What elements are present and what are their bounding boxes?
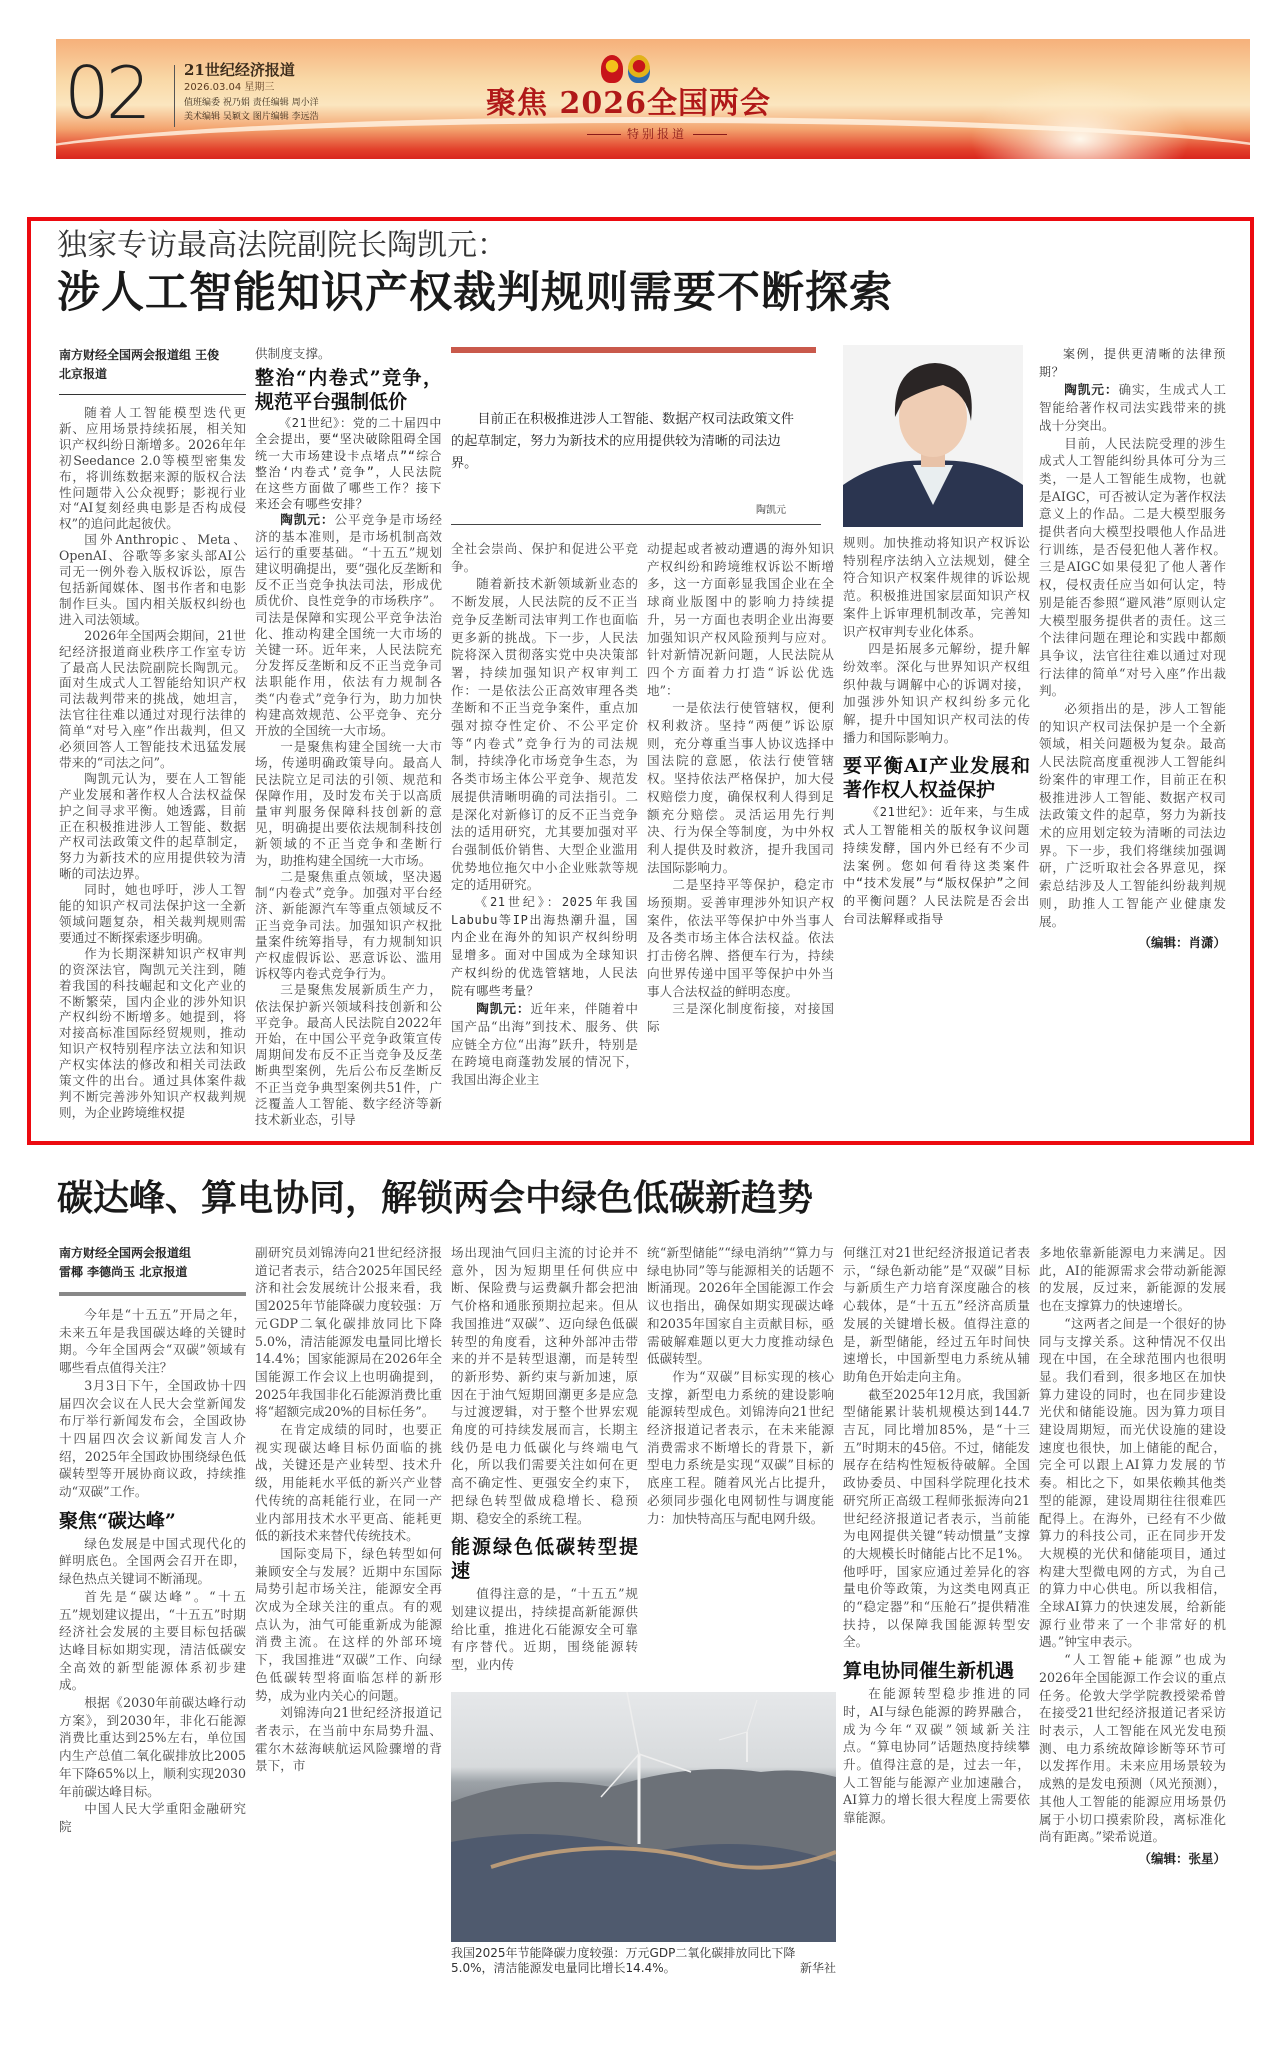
staff-credits-2: 美术编辑 吴颖文 图片编辑 李远浩 <box>184 112 319 122</box>
body-paragraph: 陶凯元认为，要在人工智能产业发展和著作权人合法权益保护之间寻求平衡。她透露，目前正在积极推进涉人工智能、数据产权司法政策文件的起草制定，努力为新技术的应用提供较为清晰的司法边界。 <box>59 770 246 882</box>
cppcc-emblem-icon <box>628 55 650 83</box>
body-paragraph: “这两者之间是一个很好的协同与支撑关系。这种情况不仅出现在中国，在全球范围内也很明显。我们看到，很多地区在加快算力建设的同时，也在同步建设光伏和储能设施。因为算力项目建设周期短，而光伏设施的建设速度也很快，加上储能的配合，完全可以跟上AI算力发展的节奏。相比之下，如果依赖其他类型的能源，建设周期往往很难匹配得上。在海外，已经有不少做算力的科技公司，正在同步开发大规模的光伏和储能项目，通过构建大型微电网的方式，为自己的算力中心供电。所以我相信，全球AI算力的快速发展，给新能源行业带来了一个非常好的机遇。”钟宝申表示。 <box>1039 1315 1226 1650</box>
body-paragraph: 刘锦涛向21世纪经济报道记者表示，在当前中东局势升温、霍尔木兹海峡航运风险骤增的背景下，市 <box>255 1705 442 1774</box>
body-paragraph: 绿色发展是中国式现代化的鲜明底色。全国两会召开在即，绿色热点关键词不断涌现。 <box>59 1535 246 1587</box>
photo-caption-text: 我国2025年节能降碳力度较强：万元GDP二氧化碳排放同比下降5.0%，清洁能源发电量同比增长14.4%。 <box>451 1946 796 1975</box>
byline-line: 南方财经全国两会报道组 <box>59 1246 192 1260</box>
issue-date: 2026.03.04 星期三 <box>184 82 275 93</box>
body-paragraph: 值得注意的是，“十五五”规划建议提出，持续提高新能源供给比重，推进化石能源安全可靠有序替代。近期，围绕能源转型，业内传 <box>451 1586 638 1673</box>
interview-answer <box>255 512 442 739</box>
interview-question: 《21世纪》：2025年我国Labubu等IP出海热潮升温，国内企业在海外的知识产权纠纷明显增多。面对中国成为全球知识产权纠纷的优选管辖地，人民法院有哪些考量？ <box>451 895 638 998</box>
subheading: 整治“内卷式”竞争，规范平台强制低价 <box>255 367 442 414</box>
body-paragraph: 根据《2030年前碳达峰行动方案》，到2030年，非化石能源消费比重达到25%左右，单位国内生产总值二氧化碳排放比2005年下降65%以上，顺利实现2030年前碳达峰目标。 <box>59 1695 246 1799</box>
body-paragraph: 随着新技术新领域新业态的不断发展，人民法院的反不正当竞争反垄断司法审判工作也面临更多新的挑战。下一步，人民法院将深入贯彻落实党中央决策部署，持续加强知识产权审判工作：一是依法公正高效审理各类垄断和不正当竞争案件，重点加强对掠夺性定价、不公平定价等“内卷式”竞争行为的司法规制，持续净化市场竞争生态，为各类市场主体公平竞争、规范发展提供清晰明确的司法指引。二是深化对新修订的反不正当竞争法的适用研究，尤其要加强对平台强制低价销售、大型企业滥用优势地位拖欠中小企业账款等规定的适用研究。 <box>451 576 638 893</box>
speaker-name: 陶凯元： <box>280 512 335 528</box>
section-subtitle: 特别报道 <box>581 127 733 141</box>
answer-text: 公平竞争是市场经济的基本准则，是市场机制高效运行的重要基础。“十五五”规划建议明确提出，要“强化反垄断和反不正当竞争执法司法，形成优质优价、良性竞争的市场秩序”。司法是保障和实现公平竞争法治化、推动构建全国统一大市场的关键一环。近年来，人民法院充分发挥反垄断和反不正当竞争司法职能作用，依法有力规制各类“内卷式”竞争行为，助力加快构建高效规范、公平竞争、充分开放的全国统一大市场。 <box>255 512 443 739</box>
body-paragraph: 作为“双碳”目标实现的核心支撑，新型电力系统的建设影响能源转型成色。刘锦涛向21世纪经济报道记者表示，在未来能源消费需求不断增长的背景下，新型电力系统是实现“双碳”目标的底座工程。随着风光占比提升，必须同步强化电网韧性与调度能力：加快特高压与配电网升级。 <box>647 1368 834 1526</box>
subheading: 聚焦“碳达峰” <box>59 1509 176 1532</box>
national-emblem-icon <box>601 55 623 83</box>
article-column <box>451 540 638 1089</box>
photo-credit: 新华社 <box>799 1961 836 1975</box>
body-paragraph: 二是坚持平等保护，稳定市场预期。妥善审理涉外知识产权案件，依法平等保护中外当事人及各类市场主体合法权益。依法打击傍名牌、搭便车行为，持续向世界传递中国平等保护中外当事人合法权益的鲜明态度。 <box>647 877 834 999</box>
byline <box>59 1244 246 1296</box>
body-paragraph: 多地依靠新能源电力来满足。因此，AI的能源需求会带动新能源的发展，反过来，新能源的发展也在支撑算力的快速增长。 <box>1039 1245 1226 1314</box>
answer-text: 确实，生成式人工智能给著作权司法实践带来的挑战十分突出。 <box>1039 382 1227 433</box>
body-paragraph: 三是深化制度衔接，对接国际 <box>647 1001 834 1034</box>
body-paragraph: 在能源转型稳步推进的同时，AI与绿色能源的跨界融合，成为今年“双碳”领域新关注点。“算电协同”话题热度持续攀升。值得注意的是，过去一年，人工智能与能源产业加速融合，AI算力的增长很大程度上需要依靠能源。 <box>843 1686 1030 1826</box>
interview-answer <box>451 1000 638 1089</box>
page-number: 02 <box>64 51 148 135</box>
article-kicker: 独家专访最高法院副院长陶凯元： <box>57 228 507 263</box>
article-column <box>647 540 834 1036</box>
speaker-name: 陶凯元： <box>476 1001 531 1017</box>
body-paragraph: 一是聚焦构建全国统一大市场，传递明确政策导向。最高人民法院立足司法的引领、规范和保障作用，及时发布关于以高质量审判服务保障科技创新的意见，明确提出要依法规制科技创新领域的不正当竞争和垄断行为，助推构建全国统一大市场。 <box>255 739 442 868</box>
article-column <box>451 1244 638 1674</box>
body-paragraph: 动提起或者被动遭遇的海外知识产权纠纷和跨境维权诉讼不断增多，这一方面彰显我国企业在全球商业版图中的影响力持续提升，另一方面也表明企业出海要加强知识产权风险预判与应对。针对新情况新问题，人民法院从四个方面着力打造“诉讼优选地”： <box>647 541 834 698</box>
byline-line: 北京报道 <box>59 367 108 381</box>
portrait-photo <box>843 345 1023 527</box>
body-paragraph: 二是聚焦重点领域，坚决遏制“内卷式”竞争。加强对平台经济、新能源汽车等重点领域反不正当竞争司法。加强知识产权批量案件统筹指导，有力规制知识产权虚假诉讼、恶意诉讼、滥用诉权等内卷式竞争行为。 <box>255 868 442 982</box>
speaker-name: 陶凯元： <box>1064 382 1119 398</box>
article-headline: 涉人工智能知识产权裁判规则需要不断探索 <box>57 268 893 318</box>
article-column <box>1039 1244 1226 1867</box>
pull-quote-attribution: 陶凯元 <box>756 505 786 516</box>
subheading: 要平衡AI产业发展和著作权人权益保护 <box>843 755 1030 802</box>
body-paragraph: 3月3日下午，全国政协十四届四次会议在人民大会堂新闻发布厅举行新闻发布会，全国政协十四届四次会议新闻发言人介绍，2025年全国政协围绕绿色低碳转型等开展协商议政，持续推动“双碳”工作。 <box>59 1377 246 1500</box>
body-paragraph: 三是聚焦发展新质生产力，依法保护新兴领域科技创新和公平竞争。最高人民法院自2022年开始，在中国公平竞争政策宣传周期间发布反不正当竞争及反垄断典型案例，先后公布反垄断反不正当竞争典型案例共51件，广泛覆盖人工智能、数字经济等新技术新业态，引导 <box>255 982 442 1127</box>
article-column <box>647 1244 834 1527</box>
quote-accent-bar <box>451 347 816 353</box>
pull-quote <box>451 347 836 525</box>
body-paragraph: 2026年全国两会期间，21世纪经济报道商业秩序工作室专访了最高人民法院副院长陶凯元。面对生成式人工智能给知识产权司法裁判带来的挑战，她坦言，法官往往难以通过对现行法律的简单“对号入座”作出裁判，但又必须回答人工智能技术迅猛发展带来的“司法之问”。 <box>59 627 246 770</box>
divider <box>174 65 175 127</box>
body-paragraph: 目前，人民法院受理的涉生成式人工智能纠纷具体可分为三类，一是人工智能生成物，也就是AIGC，可否被认定为著作权法意义上的作品。二是大模型服务提供者向大模型投喂他人作品进行训练，是否侵犯他人著作权。三是AIGC如果侵犯了他人著作权，侵权责任应当如何认定，特别是能否参照“避风港”原则认定大模型服务提供者的责任。这三个法律问题在理论和实践中都颇具争议，法官往往难以通过对现行法律的简单“对号入座”作出裁判。 <box>1039 435 1226 699</box>
body-paragraph: 四是拓展多元解纷，提升解纷效率。深化与世界知识产权组织仲裁与调解中心的诉调对接，加强涉外知识产权纠纷多元化解，提升中国知识产权司法的传播力和国际影响力。 <box>843 641 1030 745</box>
body-paragraph: 统“新型储能”“绿电消纳”“算力与绿电协同”等与能源相关的话题不断涌现。2026年全国能源工作会议也指出，确保如期实现碳达峰和2035年国家自主贡献目标，亟需破解难题以更大力度推动绿色低碳转型。 <box>647 1245 834 1367</box>
body-paragraph: 场出现油气回归主流的讨论并不意外，因为短期里任何供应中断、保险费与运费飙升都会把油气价格和通胀预期拉起来。但从我国推进“双碳”、迈向绿色低碳转型的角度看，这种外部冲击带来的并不是转型退潮，而是转型的新形势、新约束与新加速，原因在于油气短期回潮更多是应急与过渡逻辑，对于整个世界宏观角度的可持续发展而言，长期主线仍是电力低碳化与终端电气化，所以我们需要关注如何在更高不确定性、更强安全约束下，把绿色转型做成稳增长、稳预期、稳安全的系统工程。 <box>451 1245 638 1526</box>
interview-question: 《21世纪》：近年来，与生成式人工智能相关的版权争议问题持续发酵，国内外已经有不少司法案例。您如何看待这类案件中“技术发展”与“版权保护”之间的平衡问题？人民法院是否会出台司法解释或指导 <box>843 805 1030 926</box>
article-column <box>255 346 442 1128</box>
interview-question: 《21世纪》：党的二十届四中全会提出，要“坚决破除阻碍全国统一大市场建设卡点堵点”“综合整治‘内卷式’竞争”，人民法院在这些方面做了哪些工作？接下来还会有哪些安排？ <box>255 416 442 512</box>
byline-line: 南方财经全国两会报道组 王俊 <box>59 348 220 362</box>
body-paragraph: 全社会崇尚、保护和促进公平竞争。 <box>451 541 638 574</box>
article-column <box>59 346 246 1121</box>
article-column <box>1039 346 1226 951</box>
body-paragraph: 供制度支撑。 <box>255 346 331 361</box>
article-column <box>255 1244 442 1775</box>
article-column <box>843 1244 1030 1827</box>
body-paragraph: 首先是“碳达峰”。“十五五”规划建议提出，“十五五”时期经济社会发展的主要目标包括碳达峰目标如期实现，清洁低碳安全高效的新型能源体系初步建成。 <box>59 1588 246 1693</box>
newspaper-name: 21世纪经济报道 <box>184 61 295 79</box>
divider <box>451 524 821 526</box>
body-paragraph: 截至2025年12月底，我国新型储能累计装机规模达到144.7吉瓦，同比增加85%，是“十三五”时期末的45倍。不过，储能发展存在结构性短板待破解。全国政协委员、中国科学院理化技术研究所正高级工程师张振涛向21世纪经济报道记者表示，当前能为电网提供关键“转动惯量”支撑的大规模长时储能占比不足1%。他呼吁，国家应通过差异化的容量电价等政策，为这类电网真正的“稳定器”和“压舱石”提供精准扶持，以保障我国能源转型安全。 <box>843 1386 1030 1650</box>
byline-line: 雷椰 李德尚玉 北京报道 <box>59 1265 188 1279</box>
page-banner <box>56 39 1250 159</box>
photo-caption <box>451 1946 836 1976</box>
body-paragraph: 国外Anthropic、Meta、OpenAI、谷歌等多家头部AI公司无一例外卷入版权诉讼，原告包括新闻媒体、图书作者和电影制作巨头。国内相关版权纠纷也进入司法领域。 <box>59 532 246 627</box>
answer-text: 近年来，伴随着中国产品“出海”到技术、服务、供应链全方位“出海”跃升，特别是在跨境电商蓬勃发展的情况下，我国出海企业主 <box>451 1001 639 1088</box>
body-paragraph: 必须指出的是，涉人工智能的知识产权司法保护是一个全新领域，相关问题极为复杂。最高人民法院高度重视涉人工智能纠纷案件的审理工作，目前正在积极推进涉人工智能、数据产权司法政策文件的起草，努力为新技术的应用划定较为清晰的司法边界。下一步，我们将继续加强调研，广泛听取社会各界意见，探索总结涉及人工智能纠纷裁判规则，助推人工智能产业健康发展。 <box>1039 701 1226 929</box>
article-headline: 碳达峰、算电协同，解锁两会中绿色低碳新趋势 <box>57 1177 814 1219</box>
body-paragraph: “人工智能+能源”也成为2026年全国能源工作会议的重点任务。伦敦大学学院教授梁希曾在接受21世纪经济报道记者采访时表示，人工智能在风光发电预测、电力系统故障诊断等环节可以发挥作用。未来应用场景较为成熟的是发电预测（风光预测），其他人工智能的能源应用场景仍属于小切口摸索阶段，离标准化尚有距离。”梁希说道。 <box>1039 1652 1226 1845</box>
section-title: 聚焦 2026全国两会 <box>486 86 771 121</box>
wind-solar-farm-photo <box>451 1692 836 1942</box>
byline <box>59 346 246 395</box>
article-column <box>843 534 1030 928</box>
body-paragraph: 国际变局下，绿色转型如何兼顾安全与发展？近期中东国际局势引起市场关注，能源安全再次成为全球关注的重点。有的观点认为，油气可能重新成为能源消费主流。在这样的外部环境下，我国推进“双碳”工作、向绿色低碳转型将面临怎样的新形势，成为业内关心的问题。 <box>255 1545 442 1703</box>
article-column <box>59 1244 246 1836</box>
pull-quote-text: 目前正在积极推进涉人工智能、数据产权司法政策文件的起草制定，努力为新技术的应用提供较为清晰的司法边界。 <box>451 412 794 471</box>
subheading: 算电协同催生新机遇 <box>843 1660 1015 1683</box>
interview-question: 案例，提供更清晰的法律预期？ <box>1039 347 1226 379</box>
editor-credit: （编辑：肖潇） <box>1138 935 1226 951</box>
body-paragraph: 随着人工智能模型迭代更新、应用场景持续拓展，相关知识产权纠纷日渐增多。2026年年初Seedance 2.0等模型密集发布，将训练数据来源的版权合法性问题带入公众视野；影视行业对“AI复刻经典电影是否构成侵权”的追问此起彼伏。 <box>59 405 246 532</box>
body-paragraph: 一是依法行使管辖权，便利权利救济。坚持“两便”诉讼原则，充分尊重当事人协议选择中国法院的意愿，依法行使管辖权。坚持依法严格保护，加大侵权赔偿力度，确保权利人得到足额充分赔偿。灵活运用先行判决、行为保全等制度，为中外权利人提供及时救济，提升我国司法国际影响力。 <box>647 700 834 875</box>
body-paragraph: 副研究员刘锦涛向21世纪经济报道记者表示，结合2025年国民经济和社会发展统计公报来看，我国2025年节能降碳力度较强：万元GDP二氧化碳排放同比下降5.0%，清洁能源发电量同比增长14.4%；国家能源局在2026年全国能源工作会议上也明确提到，2025年我国非化石能源消费比重将“超额完成20%的目标任务”。 <box>255 1245 442 1420</box>
staff-credits-1: 值班编委 祝乃娟 责任编辑 周小洋 <box>184 98 319 108</box>
editor-credit: （编辑：张星） <box>1138 1850 1226 1866</box>
body-paragraph: 今年是“十五五”开局之年，未来五年是我国碳达峰的关键时期。今年全国两会“双碳”领域有哪些看点值得关注？ <box>59 1307 246 1376</box>
subheading: 能源绿色低碳转型提速 <box>451 1536 638 1583</box>
body-paragraph: 同时，她也呼吁，涉人工智能的知识产权司法保护这一全新领域问题复杂，相关裁判规则需要通过不断探索逐步明确。 <box>59 882 246 945</box>
body-paragraph: 规则。加快推动将知识产权诉讼特别程序法纳入立法规划，健全符合知识产权案件规律的诉讼规范。积极推进国家层面知识产权案件上诉审理机制改革，完善知识产权审判专业化体系。 <box>843 535 1030 639</box>
interview-answer <box>1039 381 1226 434</box>
body-paragraph: 何继江对21世纪经济报道记者表示，“绿色新动能”是“双碳”目标与新质生产力培育深度融合的核心载体，是“十五五”经济高质量发展的关键增长极。值得注意的是，新型储能，经过五年时间快速增长，中国新型电力系统从辅助角色开始走向主角。 <box>843 1245 1030 1384</box>
body-paragraph: 作为长期深耕知识产权审判的资深法官，陶凯元关注到，随着我国的科技崛起和文化产业的不断繁荣，国内企业的涉外知识产权纠纷不断增多。她提到，将对接高标准国际经贸规则，推动知识产权特别程序法立法和知识产权实体法的修改和相关司法政策文件的出台。通过具体案件裁判不断完善涉外知识产权裁判规则，为企业跨境维权提 <box>59 945 246 1120</box>
body-paragraph: 在肯定成绩的同时，也要正视实现碳达峰目标仍面临的挑战，关键还是产业转型、技术升级，用能耗水平低的新兴产业替代传统的高耗能行业，在同一产业内部用技术水平更高、能耗更低的新技术来替代传统技术。 <box>255 1422 442 1544</box>
body-paragraph: 中国人民大学重阳金融研究院 <box>59 1801 246 1834</box>
